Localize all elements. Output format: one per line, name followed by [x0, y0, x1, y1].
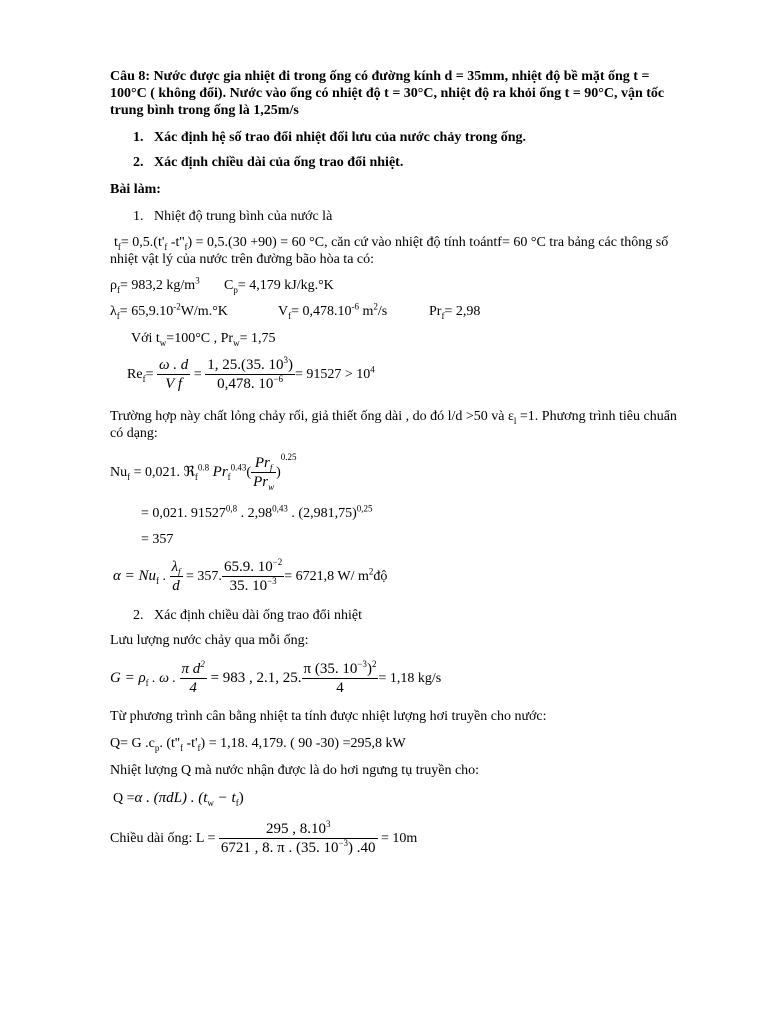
nu-calc-c: . (2,981,75) [287, 506, 357, 521]
step-2-text: Xác định chiều dài ống trao đổi nhiệt [154, 608, 362, 623]
nu-ratio-denominator [251, 473, 276, 491]
re-den2-exponent: −6 [273, 374, 283, 385]
tf-expression-b: -t'' [167, 235, 185, 250]
heat-source-intro: Nhiệt lượng Q mà nước nhận được là do hơi ngưng tụ truyền cho: [110, 763, 480, 778]
nu-calc-exp-1: 0,8 [225, 503, 238, 514]
heat-capacity-value [224, 277, 334, 294]
nu-pr: Pr [212, 464, 228, 480]
nu-coefficient: = 0,021. ℜ [130, 465, 195, 480]
lambda-expression: = 65,9.10 [119, 304, 174, 319]
step-1 [133, 208, 332, 225]
rho-symbol: ρ [110, 278, 117, 293]
rho-subscript: f [117, 284, 120, 295]
nu-unit-exponent: 2 [373, 301, 378, 312]
l-fraction [219, 820, 378, 857]
flow-rate-intro: Lưu lượng nước chảy qua mỗi ống: [110, 633, 309, 648]
q-text: Q= G .c [110, 736, 155, 751]
g-fraction-2 [302, 660, 379, 697]
nu-ratio-num-subscript: f [269, 463, 273, 474]
length-equation [110, 819, 417, 859]
turbulent-statement-2: có dạng: [110, 426, 158, 441]
alpha-lhs: α = Nu [113, 568, 157, 584]
prw-expression: = 1,75 [239, 331, 276, 346]
alpha-numerator [170, 558, 183, 577]
q2-rhs: α . (πdL) . (t [134, 790, 208, 806]
re-numerator: ω . d [158, 357, 189, 374]
nu-lhs: Nu [110, 465, 128, 480]
nu-re-subscript: f [194, 471, 198, 482]
l-result: = 10m [381, 831, 418, 846]
l-num-exponent: 3 [325, 819, 331, 830]
nu-symbol: V [278, 304, 289, 319]
alpha-subscript: f [156, 575, 160, 586]
tf-subscript-2: f [164, 241, 168, 252]
re-denominator-2 [205, 375, 295, 393]
tf-expression-a: = 0,5.(t' [120, 235, 165, 250]
l-den-end: ) .40 [348, 840, 376, 857]
tw-subscript: w [159, 337, 167, 348]
g-numerator [180, 660, 207, 679]
viscosity-value [278, 303, 387, 320]
problem-line-1: Câu 8: Nước được gia nhiệt đi trong ống có đường kính d = 35mm, nhiệt độ bề mặt ống t = [110, 69, 650, 84]
turb-subscript: l [513, 415, 517, 426]
nu-pr-ratio [251, 454, 276, 491]
heat-balance-intro: Từ phương trình cân bằng nhiệt ta tính được nhiệt lượng hơi truyền cho nước: [110, 709, 547, 724]
lambda-exponent: -2 [173, 301, 181, 312]
conductivity-value [110, 303, 228, 320]
nu-exponent: -6 [351, 301, 360, 312]
g-denominator: 4 [189, 680, 197, 697]
cp-expression: = 4,179 kJ/kg.°K [237, 278, 334, 293]
convection-equation [113, 790, 244, 807]
task-1-text: Xác định hệ số trao đổi nhiệt đối lưu của nước chảy trong ống. [154, 130, 527, 145]
turbulent-statement-1 [110, 408, 677, 425]
nusselt-calculation [141, 505, 372, 522]
pr-symbol: Pr [429, 304, 442, 319]
re-result: = 91527 > 10 [294, 367, 371, 382]
q2-subscript-2: f [235, 797, 239, 808]
q-expression-c: ) = 1,18. 4,179. ( 90 -30) =295,8 kW [200, 736, 406, 751]
nu-expression: = 0,478.10 [291, 304, 352, 319]
g-fraction [180, 660, 207, 697]
re-fraction [157, 356, 190, 393]
l-numerator [219, 820, 378, 839]
nu-lhs-subscript: f [127, 471, 131, 482]
rho-expression: = 983,2 kg/m [120, 278, 196, 293]
g-num2-close: ) [366, 661, 372, 678]
g-num2-text: π (35. 10 [303, 661, 358, 678]
l-num-text: 295 , 8.10 [265, 821, 326, 838]
re-equals: = [145, 367, 154, 382]
q2-close: ) [238, 790, 244, 806]
nu-calc-b: . 2,98 [237, 506, 273, 521]
alpha-den2-exponent: −3 [267, 576, 277, 587]
step-2-number: 2. [133, 608, 144, 623]
prandtl-value [429, 303, 480, 320]
re-num2-close: ) [287, 357, 293, 374]
tf-subscript: f [117, 241, 121, 252]
lambda-symbol: λ [110, 304, 117, 319]
heat-equation [110, 735, 406, 752]
tw-text: Với t [131, 331, 160, 346]
nu-ratio-den-subscript: w [268, 482, 275, 493]
nu-re-exponent: 0.8 [197, 462, 210, 473]
g-num2-square: 2 [371, 659, 377, 670]
flow-rate-equation [110, 658, 441, 699]
q-expression-b: -t' [182, 736, 198, 751]
mean-temperature-line [114, 234, 668, 251]
alpha-num-subscript: f [178, 567, 181, 578]
l-lhs: Chiều dài ống: L = [110, 831, 216, 846]
alpha-result: = 6721,8 W/ m [284, 569, 369, 584]
re-equals-2: = [193, 367, 202, 382]
alpha-fraction-2 [222, 558, 284, 595]
nu-ratio-exponent: 0.25 [280, 452, 297, 463]
tw-expression: =100°C , Pr [166, 331, 234, 346]
q-subscript-2: f [179, 742, 183, 753]
l-denominator [219, 839, 378, 857]
re-num2-exponent: 3 [283, 355, 288, 366]
g-numerator-2 [302, 660, 379, 679]
re-denominator: V f [165, 376, 183, 393]
turb-text: Trường hợp này chất lỏng chảy rối, giả thiết ống dài , do đó l/d >50 và ε [110, 409, 514, 424]
problem-line-2: 100°C ( không đổi). Nước vào ống có nhiệt độ t = 30°C, nhiệt độ ra khỏi ống t = 90°C, vận tốc [110, 86, 665, 101]
pr-expression: = 2,98 [444, 304, 481, 319]
g-num2-exponent: −3 [357, 659, 367, 670]
alpha-denominator: d [172, 578, 180, 595]
q-subscript: p [154, 742, 160, 753]
g-result: = 1,18 kg/s [378, 671, 442, 686]
alpha-num-text: λ [171, 559, 179, 576]
nusselt-result: = 357 [141, 532, 174, 547]
reynolds-equation [127, 355, 375, 395]
step-1-text: Nhiệt độ trung bình của nước là [154, 209, 333, 224]
nu-ratio-numerator [251, 454, 276, 473]
alpha-denominator-2 [222, 577, 284, 595]
alpha-numerator-2 [222, 558, 284, 577]
g-num-text: π d [181, 661, 201, 678]
nu-ratio-den-text: Pr [253, 474, 269, 491]
re-subscript: f [142, 373, 146, 384]
re-fraction-2 [205, 356, 295, 393]
nu-pr-exponent: 0.43 [230, 462, 247, 473]
cp-symbol: C [224, 278, 234, 293]
solution-heading: Bài làm: [110, 182, 161, 197]
wall-conditions [131, 330, 275, 347]
tf-subscript-3: f [184, 241, 188, 252]
nu-ratio-num-text: Pr [254, 455, 270, 472]
alpha-equation [113, 556, 387, 597]
l-den-text: 6721 , 8. π . (35. 10 [220, 840, 339, 857]
tf-expression-c: ) = 0,5.(30 +90) = 60 °C, căn cứ vào nhiệt độ tính toántf= 60 °C tra bảng các thông số [187, 235, 669, 250]
cp-subscript: p [233, 284, 238, 295]
re-symbol: Re [127, 367, 143, 382]
nu-pr-subscript: f [227, 471, 231, 482]
rho-unit-exponent: 3 [195, 275, 200, 286]
g-num-exponent: 2 [200, 659, 205, 670]
tf-symbol: t [114, 235, 118, 250]
properties-intro: nhiệt vật lý của nước trên đường bão hòa ta có: [110, 252, 375, 267]
g-subscript: f [145, 677, 149, 688]
task-1 [133, 129, 526, 146]
prw-subscript: w [233, 337, 240, 348]
q2-mid: − t [213, 790, 236, 806]
lambda-subscript: f [116, 310, 120, 321]
task-1-number: 1. [133, 130, 144, 145]
turb-text-end: =1. Phương trình tiêu chuẩn [516, 409, 677, 424]
q-expression-a: . (t'' [159, 736, 180, 751]
step-2 [133, 607, 362, 624]
re-num2-text: 1, 25.(35. 10 [207, 357, 284, 374]
problem-line-3: trung bình trong ống là 1,25m/s [110, 103, 299, 118]
alpha-den2-text: 35. 10 [229, 578, 268, 595]
nu-unit-end: /s [377, 304, 388, 319]
q2-lhs: Q = [113, 791, 135, 806]
nu-unit: m [359, 304, 374, 319]
nu-calc-a: = 0,021. 91527 [141, 506, 226, 521]
alpha-num2-exponent: −2 [272, 557, 283, 568]
alpha-dot: . [159, 569, 167, 584]
g-equals: = 983 , 2.1, 25. [206, 670, 302, 686]
nu-calc-exp-2: 0,43 [272, 503, 288, 514]
alpha-result-unit: độ [373, 569, 388, 584]
task-2-number: 2. [133, 155, 144, 170]
task-2 [133, 154, 403, 171]
alpha-result-exponent: 2 [368, 566, 374, 577]
g-denominator-2: 4 [336, 680, 344, 697]
alpha-num2-text: 65.9. 10 [223, 559, 273, 576]
re-numerator-2 [205, 356, 295, 375]
l-den-exponent: −3 [338, 838, 349, 849]
task-2-text: Xác định chiều dài của ống trao đổi nhiệt. [154, 155, 404, 170]
q-subscript-3: f [197, 742, 201, 753]
nu-calc-exp-3: 0,25 [356, 503, 373, 514]
alpha-equals: = 357. [182, 569, 222, 584]
re-den2-text: 0,478. 10 [217, 376, 274, 393]
pr-subscript: f [441, 310, 445, 321]
alpha-fraction [170, 558, 183, 595]
nusselt-equation: $Nu_f = 0,021$. ℜ$_f^{0.8}$ $Pr_f^{0.43}$( $\frac{Pr_f}{Pr_w}$ )$^{0.25}$ [110, 452, 297, 493]
re-result-exponent: 4 [370, 364, 375, 375]
g-lhs: G = ρ [110, 670, 146, 686]
step-1-number: 1. [133, 209, 144, 224]
nu-subscript: f [288, 310, 292, 321]
g-mid: . ω . [148, 671, 177, 686]
lambda-unit: W/m.°K [180, 304, 228, 319]
density-value [110, 277, 200, 294]
q2-subscript: w [207, 797, 214, 808]
